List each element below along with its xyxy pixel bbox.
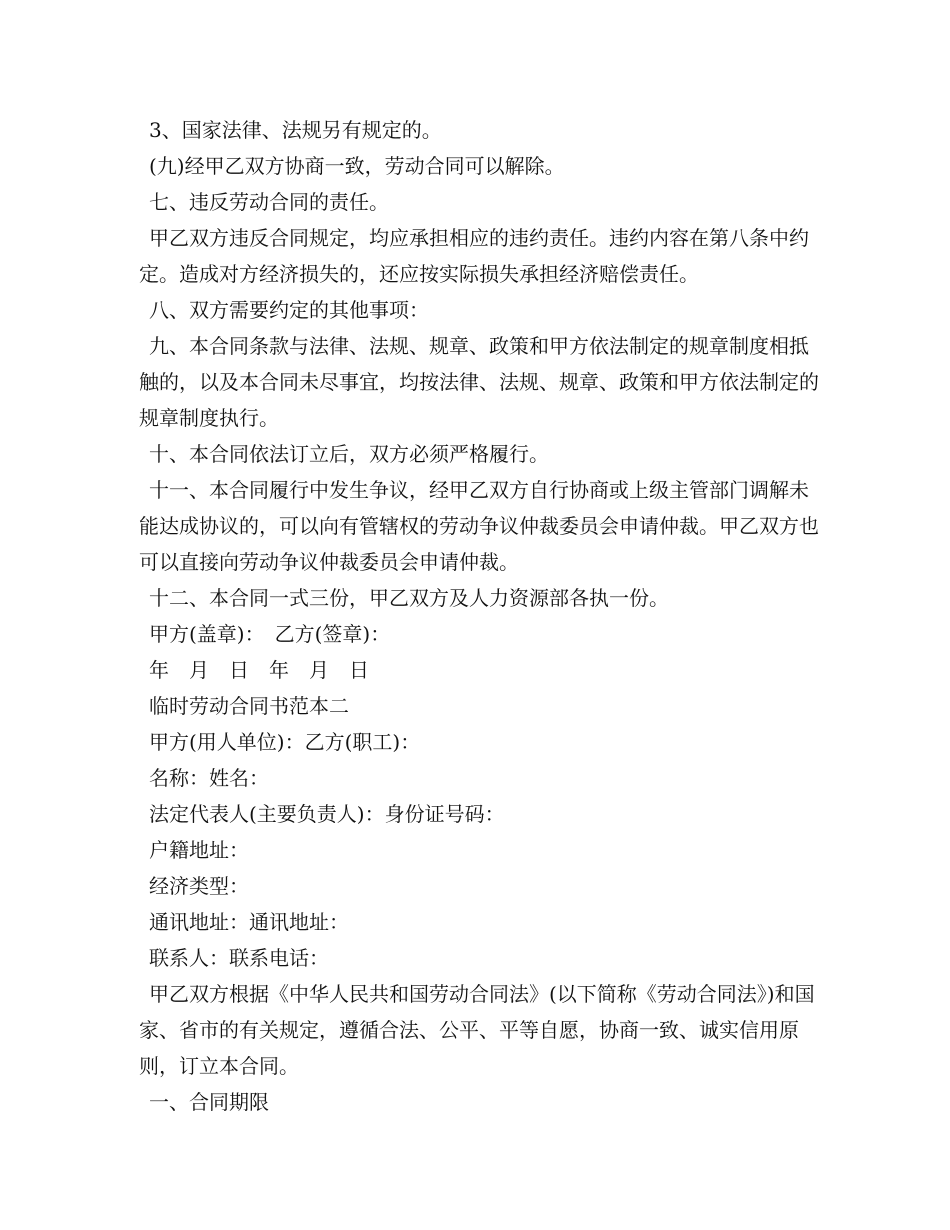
date-line: 年 月 日 年 月 日 — [149, 658, 369, 682]
heading-contract-term: 一、合同期限 — [149, 1090, 269, 1114]
economic-type-line: 经济类型： — [149, 874, 249, 898]
signature-line: 甲方(盖章)： 乙方(签章)： — [149, 622, 391, 646]
mailing-address-line: 通讯地址：通讯地址： — [149, 910, 349, 934]
paragraph-section-12: 十二、本合同一式三份，甲乙双方及人力资源部各执一份。 — [149, 586, 669, 610]
paragraph-breach-liability: 甲乙双方违反合同规定，均应承担相应的违约责任。违约内容在第八条中约定。造成对方经济损失的，还应按实际损失承担经济赔偿责任。 — [139, 226, 809, 286]
template-title: 临时劳动合同书范本二 — [149, 694, 349, 718]
heading-section-8: 八、双方需要约定的其他事项： — [149, 298, 429, 322]
document-body — [139, 112, 819, 1120]
paragraph-preamble: 甲乙双方根据《中华人民共和国劳动合同法》(以下简称《劳动合同法》)和国家、省市的有关规定，遵循合法、公平、平等自愿，协商一致、诚实信用原则，订立本合同。 — [139, 982, 815, 1078]
paragraph-clause-9: (九)经甲乙双方协商一致，劳动合同可以解除。 — [149, 154, 565, 178]
paragraph-section-9: 九、本合同条款与法律、法规、规章、政策和甲方依法制定的规章制度相抵触的，以及本合同未尽事宜，均按法律、法规、规章、政策和甲方依法制定的规章制度执行。 — [139, 334, 819, 430]
heading-section-7: 七、违反劳动合同的责任。 — [149, 190, 389, 214]
representative-line: 法定代表人(主要负责人)：身份证号码： — [149, 802, 505, 826]
paragraph-national-law: 3、国家法律、法规另有规定的。 — [149, 118, 442, 142]
paragraph-section-11: 十一、本合同履行中发生争议，经甲乙双方自行协商或上级主管部门调解未能达成协议的，可以向有管辖权的劳动争议仲裁委员会申请仲裁。甲乙双方也可以直接向劳动争议仲裁委员会申请仲裁。 — [139, 478, 819, 574]
paragraph-section-10: 十、本合同依法订立后，双方必须严格履行。 — [149, 442, 549, 466]
contact-line: 联系人：联系电话： — [149, 946, 329, 970]
household-address-line: 户籍地址： — [149, 838, 249, 862]
name-line: 名称：姓名： — [149, 766, 269, 790]
parties-line: 甲方(用人单位)：乙方(职工)： — [149, 730, 421, 754]
